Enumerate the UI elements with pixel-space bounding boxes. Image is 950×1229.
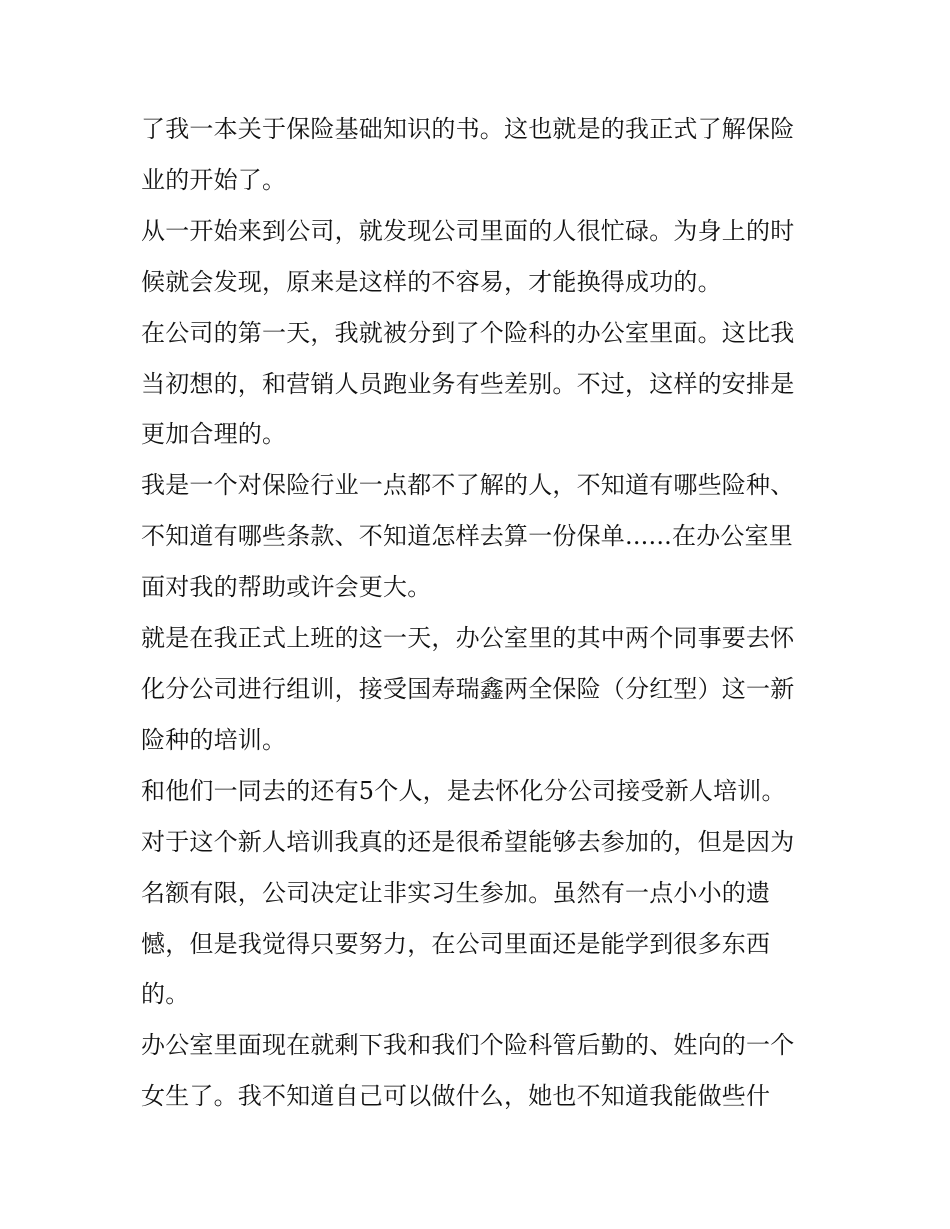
- document-body: [141, 104, 817, 1122]
- paragraph-3: 在公司的第一天，我就被分到了个险科的办公室里面。这比我当初想的，和营销人员跑业务有些差别。不过，这样的安排是更加合理的。: [141, 318, 795, 449]
- paragraph-2: 从一开始来到公司，就发现公司里面的人很忙碌。为身上的时候就会发现，原来是这样的不容易，才能换得成功的。: [141, 216, 795, 296]
- paragraph-6: 和他们一同去的还有5个人，是去怀化分公司接受新人培训。: [141, 776, 786, 805]
- paragraph-4: 我是一个对保险行业一点都不了解的人，不知道有哪些险种、不知道有哪些条款、不知道怎样去算一份保单......在办公室里面对我的帮助或许会更大。: [141, 471, 795, 602]
- paragraph-7: 对于这个新人培训我真的还是很希望能够去参加的，但是因为名额有限，公司决定让非实习生参加。虽然有一点小小的遗憾，但是我觉得只要努力，在公司里面还是能学到很多东西的。: [141, 827, 795, 1009]
- paragraph-1: 了我一本关于保险基础知识的书。这也就是的我正式了解保险业的开始了。: [141, 115, 795, 194]
- paragraph-5: 就是在我正式上班的这一天，办公室里的其中两个同事要去怀化分公司进行组训，接受国寿瑞鑫两全保险（分红型）这一新险种的培训。: [141, 624, 795, 754]
- paragraph-8: 办公室里面现在就剩下我和我们个险科管后勤的、姓向的一个女生了。我不知道自己可以做什么，她也不知道我能做些什: [141, 1031, 795, 1111]
